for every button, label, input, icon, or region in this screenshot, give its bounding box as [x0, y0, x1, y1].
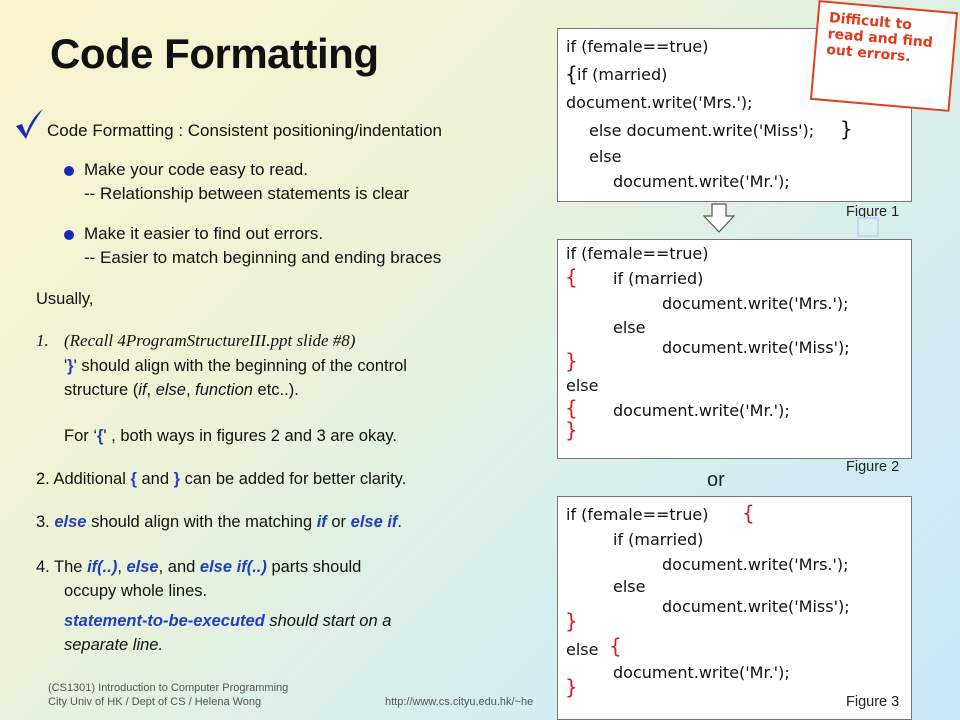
code-line: document.write('Mr.');: [613, 663, 790, 682]
figure-3-label: Figure 3: [846, 694, 900, 710]
code-line: else: [613, 318, 646, 337]
text: parts should: [266, 558, 362, 576]
footer-course: (CS1301) Introduction to Computer Programming: [48, 682, 289, 694]
item-1-line3: [64, 425, 397, 448]
footer-dept: City Univ of HK / Dept of CS / Helena Wong: [48, 696, 262, 708]
figure-1-label: Figure 1: [846, 204, 900, 220]
code-line: document.write('Mr.');: [613, 172, 790, 191]
code-line: if (female==true): [566, 37, 709, 56]
keyword-else-if: else if(..): [199, 558, 267, 576]
code-brace: {: [742, 501, 755, 525]
slide-title: Code Formatting: [50, 30, 379, 77]
item-4-line4: separate line.: [64, 636, 164, 654]
code-line: document.write('Miss');: [662, 338, 850, 357]
code-line: if (married): [577, 65, 668, 84]
text: can be added for better clarity.: [180, 470, 407, 488]
text: .: [397, 513, 403, 531]
down-arrow-icon: [703, 203, 735, 233]
item-1-line1-rest: should align with the beginning of the control: [76, 357, 407, 375]
decorative-square: [857, 217, 879, 237]
keyword-function: function: [195, 381, 253, 399]
text: etc..).: [252, 381, 299, 399]
text: should align with the matching: [86, 513, 317, 531]
text: and: [136, 470, 174, 488]
text: ' , both ways in figures 2 and 3 are okay.: [103, 427, 398, 445]
sub-bullet-2: [64, 222, 544, 272]
code-line: if (married): [613, 530, 704, 549]
code-brace: }: [565, 349, 578, 373]
code-brace: {: [565, 396, 578, 420]
text: ,: [185, 381, 196, 399]
sub-bullet-1-line2: -- Relationship between statements is clear: [84, 184, 410, 203]
text: or: [326, 513, 351, 531]
item-4-line3: [64, 610, 391, 633]
item-1-recall: [64, 329, 355, 353]
keyword-if: if: [316, 513, 327, 531]
sub-bullet-1-line1: Make your code easy to read.: [84, 160, 308, 179]
keyword-else: else: [126, 558, 159, 576]
code-line: else: [613, 577, 646, 596]
keyword-else-if: else if: [350, 513, 398, 531]
keyword-if: if: [138, 381, 147, 399]
code-line: if (female==true): [566, 505, 709, 524]
main-bullet-text: Code Formatting : Consistent positioning/indentation: [47, 121, 443, 140]
code-brace: {: [565, 265, 578, 289]
text: , and: [158, 558, 200, 576]
code-line: else: [566, 640, 599, 659]
keyword-if: if(..): [87, 558, 118, 576]
sub-bullet-1: [64, 158, 534, 208]
item-3: [36, 511, 402, 534]
code-brace: }: [840, 117, 853, 141]
code-line: else: [566, 376, 599, 395]
note-callout: Difficult to read and find out errors.: [810, 0, 958, 112]
text: For ‘: [64, 427, 97, 445]
closing-brace: }: [67, 357, 74, 375]
quote: ': [64, 357, 68, 375]
bullet-dot-icon: [64, 166, 74, 176]
code-brace: {: [565, 62, 578, 86]
or-label: or: [707, 469, 725, 491]
code-line: document.write('Mrs.');: [662, 555, 849, 574]
code-line: document.write('Mrs.');: [662, 294, 849, 313]
item-2: [36, 468, 406, 491]
opening-brace: {: [130, 470, 137, 488]
code-brace: }: [565, 675, 578, 699]
code-line: if (married): [613, 269, 704, 288]
sub-bullet-2-line2: -- Easier to match beginning and ending braces: [84, 248, 442, 267]
quote: ': [73, 357, 77, 375]
bullet-dot-icon: [64, 230, 74, 240]
text: ,: [146, 381, 156, 399]
text: 2. Additional: [36, 470, 131, 488]
item-1-num: 1.: [36, 331, 49, 350]
figure-2-code-box: [557, 239, 912, 459]
closing-brace: }: [173, 470, 181, 488]
keyword-else: else: [54, 513, 87, 531]
text: 4. The: [36, 558, 88, 576]
text: structure (: [64, 381, 139, 399]
figure-2-label: Figure 2: [846, 459, 900, 475]
code-line: document.write('Mrs.');: [566, 93, 753, 112]
code-line: else document.write('Miss');: [589, 121, 815, 140]
sub-bullet-2-line1: Make it easier to find out errors.: [84, 224, 324, 243]
code-brace: }: [565, 418, 578, 442]
statement-term: statement-to-be-executed: [64, 612, 265, 630]
item-4-line2: occupy whole lines.: [64, 582, 208, 600]
code-brace: }: [565, 609, 578, 633]
code-line: document.write('Miss');: [662, 597, 850, 616]
recall-text: (Recall 4ProgramStructureIII.ppt slide #8): [64, 331, 356, 350]
code-line: document.write('Mr.');: [613, 401, 790, 420]
footer-url[interactable]: http://www.cs.cityu.edu.hk/~he: [385, 696, 534, 708]
code-line: else: [589, 147, 622, 166]
figure-3-code-box: [557, 496, 912, 720]
text: should start on a: [264, 612, 392, 630]
item-1-number: [36, 329, 49, 353]
checkmark-icon: [14, 108, 44, 140]
usually-text: Usually,: [36, 290, 94, 308]
code-line: if (female==true): [566, 244, 709, 263]
code-brace: {: [609, 634, 622, 658]
keyword-else: else: [155, 381, 186, 399]
opening-brace: {: [97, 427, 104, 445]
item-4-line1: [36, 556, 361, 579]
text: ,: [117, 558, 127, 576]
item-1-line1: [64, 355, 407, 378]
item-1-line2: [64, 379, 299, 402]
text: 3.: [36, 513, 55, 531]
